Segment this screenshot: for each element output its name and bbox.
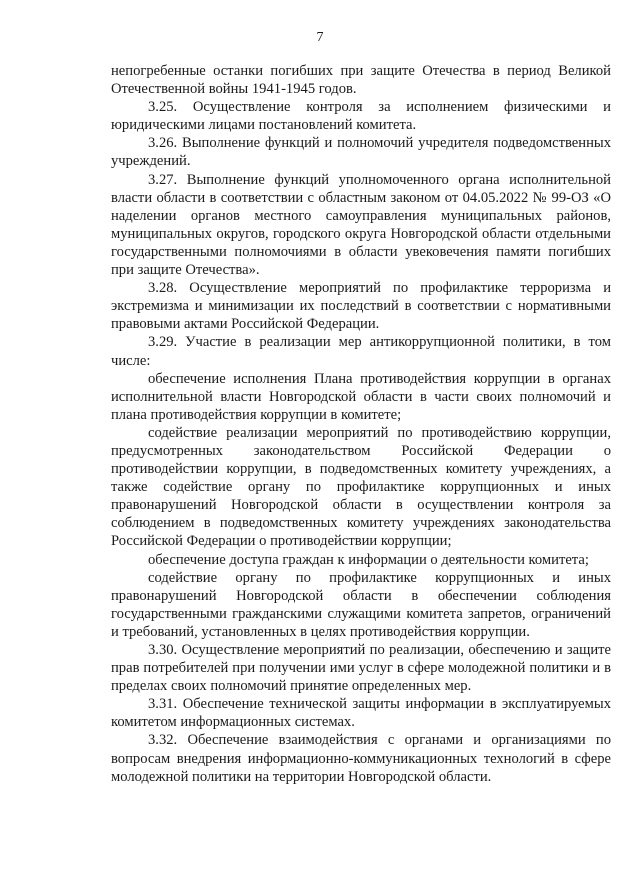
paragraph: обеспечение доступа граждан к информации о деятельности комитета;	[148, 551, 589, 568]
paragraph: содействие органу по профилактике коррупционных и иных правонарушений Новгородской области в обеспечении соблюдения государственными гражданскими служащими комитета запретов, ограничений и требований, установленных в целях противодействия коррупции.	[111, 569, 611, 640]
paragraph: 3.28. Осуществление мероприятий по профилактике терроризма и экстремизма и минимизации их последствий в соответствии с нормативными правовыми актами Российской Федерации.	[111, 280, 611, 333]
paragraph: 3.27. Выполнение функций уполномоченного органа исполнительной власти области в соответствии с областным законом от 04.05.2022 № 99-ОЗ «О наделении органов местного самоуправления муниципальных районов, муниципальных округов, городского округа Новгородской области отдельными государственными полномочиями в области увековечения памяти погибших при защите Отечества».	[111, 171, 611, 279]
paragraph: 3.25. Осуществление контроля за исполнением физическими и юридическими лицами постановлений комитета.	[111, 99, 611, 134]
paragraph: обеспечение исполнения Плана противодействия коррупции в органах исполнительной власти Новгородской области в части своих полномочий и плана противодействия коррупции в комитете;	[111, 370, 611, 423]
paragraph: содействие реализации мероприятий по противодействию коррупции, предусмотренных законодательством Российской Федерации о противодействии коррупции, в подведомственных комитету учреждениях, а также содействие органу по профилактике коррупционных и иных правонарушений Новгородской области в осуществлении контроля за соблюдением в подведомственных комитету учреждениях законодательства Российской Федерации о противодействии коррупции;	[111, 424, 611, 550]
page-number: 7	[316, 30, 324, 45]
paragraph: 3.30. Осуществление мероприятий по реализации, обеспечению и защите прав потребителей при получении ими услуг в сфере молодежной политики и в пределах своих полномочий принятие определенных мер.	[111, 642, 611, 695]
paragraph: 3.32. Обеспечение взаимодействия с органами и организациями по вопросам внедрения информационно-коммуникационных технологий в сфере молодежной политики на территории Новгородской области.	[111, 732, 611, 785]
document-body	[111, 62, 611, 786]
paragraph: 3.26. Выполнение функций и полномочий учредителя подведомственных учреждений.	[111, 135, 611, 170]
paragraph: непогребенные останки погибших при защите Отечества в период Великой Отечественной войны 1941-1945 годов.	[111, 63, 611, 98]
paragraph: 3.29. Участие в реализации мер антикоррупционной политики, в том числе:	[111, 334, 611, 369]
paragraph: 3.31. Обеспечение технической защиты информации в эксплуатируемых комитетом информационных системах.	[111, 696, 611, 731]
